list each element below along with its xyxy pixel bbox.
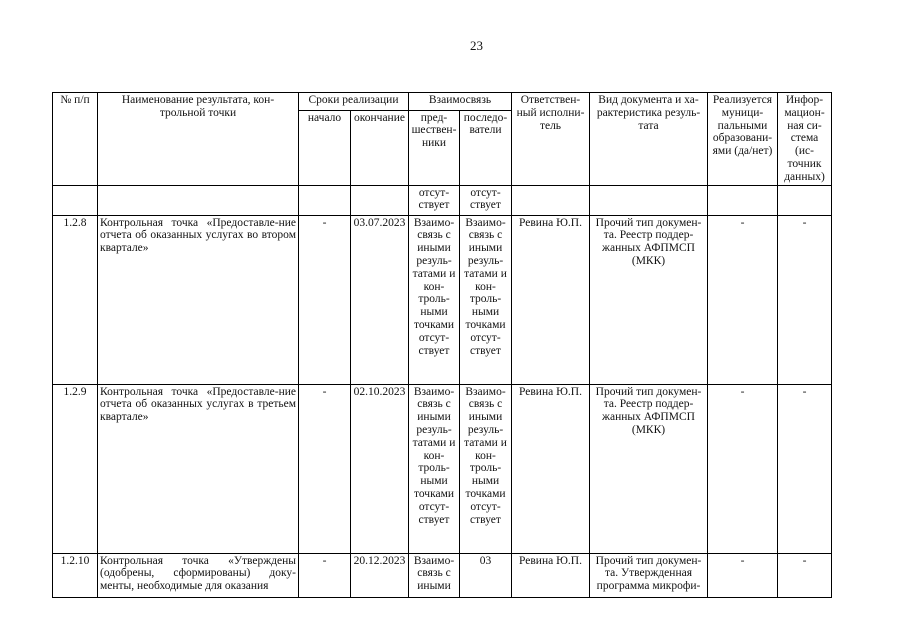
header-num: № п/п <box>53 93 98 186</box>
cell-num: 1.2.10 <box>53 553 98 597</box>
cell-info-system: - <box>778 215 832 384</box>
cell-end: 02.10.2023 <box>351 384 409 553</box>
cell-start: - <box>299 384 351 553</box>
cell-info-system: - <box>778 553 832 597</box>
cell-predecessors: Взаимо- связь с иными <box>409 553 460 597</box>
page-number: 23 <box>470 38 483 53</box>
header-municipal: Реализуется муници- пальными образовани- ями (да/нет) <box>708 93 778 186</box>
cell-name: Контрольная точка «Предоставле-ние отчета об оказанных услугах в третьем квартале» <box>98 384 299 553</box>
cell-responsible: Ревина Ю.П. <box>512 384 590 553</box>
cell-name <box>98 185 299 215</box>
cell-successors: Взаимо- связь с иными резуль- татами и кон- троль- ными точками отсут- ствует <box>460 215 512 384</box>
header-end: окончание <box>351 110 409 185</box>
cell-end: 03.07.2023 <box>351 215 409 384</box>
control-points-table <box>52 92 832 598</box>
cell-municipal: - <box>708 384 778 553</box>
table-row <box>53 553 832 597</box>
cell-end <box>351 185 409 215</box>
cell-end: 20.12.2023 <box>351 553 409 597</box>
cell-name: Контрольная точка «Предоставле-ние отчета об оказанных услугах во втором квартале» <box>98 215 299 384</box>
cell-successors: отсут- ствует <box>460 185 512 215</box>
cell-num: 1.2.8 <box>53 215 98 384</box>
cell-start: - <box>299 215 351 384</box>
cell-doc-type: Прочий тип докумен- та. Реестр поддер- жанных АФПМСП (МКК) <box>590 384 708 553</box>
cell-doc-type: Прочий тип докумен- та. Реестр поддер- жанных АФПМСП (МКК) <box>590 215 708 384</box>
cell-doc-type <box>590 185 708 215</box>
header-doc-type: Вид документа и ха- рактеристика резуль- тата <box>590 93 708 186</box>
header-responsible: Ответствен- ный исполни- тель <box>512 93 590 186</box>
cell-info-system: - <box>778 384 832 553</box>
cell-municipal: - <box>708 215 778 384</box>
header-name: Наименование результата, кон- трольной точки <box>98 93 299 186</box>
header-terms: Сроки реализации <box>299 93 409 111</box>
cell-predecessors: Взаимо- связь с иными резуль- татами и кон- троль- ными точками отсут- ствует <box>409 215 460 384</box>
cell-responsible: Ревина Ю.П. <box>512 215 590 384</box>
cell-doc-type: Прочий тип докумен- та. Утвержденная программа микрофи- <box>590 553 708 597</box>
cell-responsible <box>512 185 590 215</box>
table-row <box>53 215 832 384</box>
header-predecessors: пред- шествен- ники <box>409 110 460 185</box>
cell-predecessors: отсут- ствует <box>409 185 460 215</box>
header-start: начало <box>299 110 351 185</box>
header-info-system: Инфор- мацион- ная си- стема (ис- точник данных) <box>778 93 832 186</box>
cell-municipal: - <box>708 553 778 597</box>
cell-municipal <box>708 185 778 215</box>
cell-start <box>299 185 351 215</box>
cell-start: - <box>299 553 351 597</box>
table-row <box>53 185 832 215</box>
cell-successors: 03 <box>460 553 512 597</box>
cell-name: Контрольная точка «Утверждены (одобрены, сформированы) доку-менты, необходимые для оказания <box>98 553 299 597</box>
header-link: Взаимосвязь <box>409 93 512 111</box>
cell-num <box>53 185 98 215</box>
cell-successors: Взаимо- связь с иными резуль- татами и кон- троль- ными точками отсут- ствует <box>460 384 512 553</box>
header-successors: последо- ватели <box>460 110 512 185</box>
cell-predecessors: Взаимо- связь с иными резуль- татами и кон- троль- ными точками отсут- ствует <box>409 384 460 553</box>
cell-num: 1.2.9 <box>53 384 98 553</box>
cell-info-system <box>778 185 832 215</box>
cell-responsible: Ревина Ю.П. <box>512 553 590 597</box>
table-row <box>53 384 832 553</box>
